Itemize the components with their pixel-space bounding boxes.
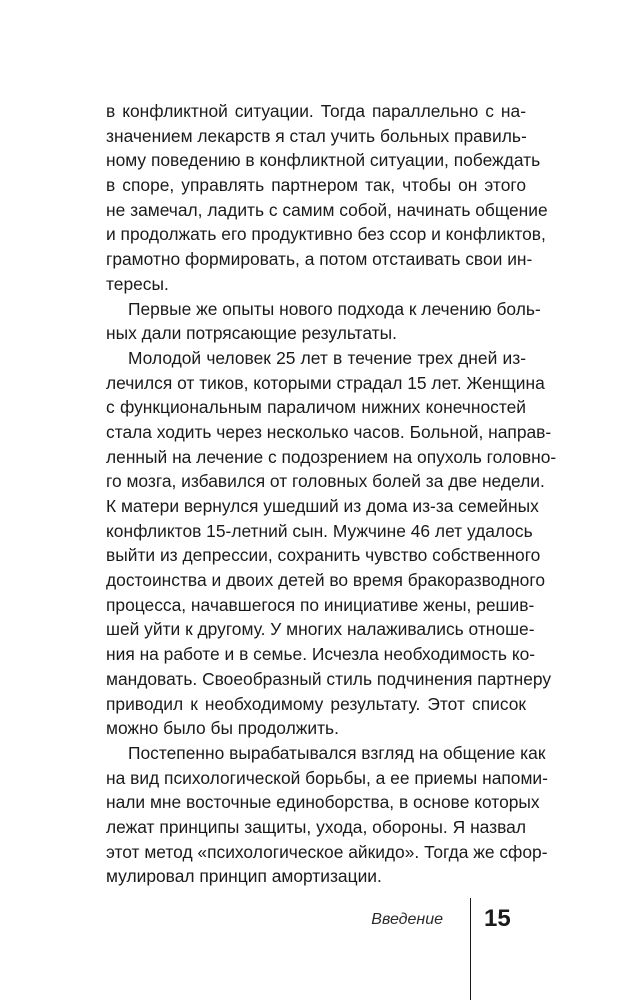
text-line: с функциональным параличом нижних конечностей <box>106 397 526 418</box>
text-line: ных дали потрясающие результаты. <box>106 323 397 344</box>
text-line: значением лекарств я стал учить больных правиль- <box>106 125 527 146</box>
text-line: лежат принципы защиты, ухода, обороны. Я назвал <box>106 816 526 837</box>
text-line: Первые же опыты нового подхода к лечению боль- <box>128 298 541 319</box>
text-line: в конфликтной ситуации. Тогда параллельно с на- <box>106 101 526 121</box>
text-line: приводил к необходимому результату. Этот список <box>106 693 526 714</box>
paragraph-3 <box>106 346 557 741</box>
paragraph-1 <box>106 99 548 297</box>
text-line: этот метод «психологическое айкидо». Тогда же сфор- <box>106 841 548 862</box>
text-line: ния на работе и в семье. Исчезла необходимость ко- <box>106 644 536 665</box>
text-line: лечился от тиков, которыми страдал 15 лет. Женщина <box>106 372 545 393</box>
text-line: на вид психологической борьбы, а ее приемы напоми- <box>106 767 548 788</box>
running-footer-section-title: Введение <box>371 911 443 928</box>
text-line: тересы. <box>106 273 169 294</box>
text-line: мандовать. Своеобразный стиль подчинения партнеру <box>106 668 552 689</box>
text-line: выйти из депрессии, сохранить чувство собственного <box>106 545 541 566</box>
text-line: конфликтов 15-летний сын. Мужчине 46 лет удалось <box>106 520 533 541</box>
text-line: не замечал, ладить с самим собой, начинать общение <box>106 199 548 220</box>
text-line: стала ходить через несколько часов. Больной, направ- <box>106 421 552 442</box>
footer-divider <box>470 898 471 1000</box>
text-line: достоинства и двоих детей во время бракоразводного <box>106 570 545 591</box>
text-line: К матери вернулся ушедший из дома из-за семейных <box>106 496 539 516</box>
text-line: можно было бы продолжить. <box>106 718 339 739</box>
text-line: нали мне восточные единоборства, в основе которых <box>106 792 540 813</box>
text-line: шей уйти к другому. У многих налаживались отноше- <box>106 619 535 640</box>
text-line: ному поведению в конфликтной ситуации, побеждать <box>106 150 541 171</box>
text-line: Постепенно вырабатывался взгляд на общение как <box>128 742 546 763</box>
text-line: мулировал принцип амортизации. <box>106 866 382 887</box>
body-text <box>106 99 557 889</box>
text-line: грамотно формировать, а потом отстаивать свои ин- <box>106 249 533 270</box>
text-line: процесса, начавшегося по инициативе жены, решив- <box>106 594 535 615</box>
paragraph-4 <box>106 741 548 889</box>
text-line: в споре, управлять партнером так, чтобы он этого <box>106 175 526 196</box>
text-line: ленный на лечение с подозрением на опухоль головно- <box>106 446 557 467</box>
text-line: Молодой человек 25 лет в течение трех дней из- <box>128 347 526 368</box>
text-line: го мозга, избавился от головных болей за две недели. <box>106 471 545 492</box>
paragraph-2 <box>106 297 541 346</box>
page-number: 15 <box>484 905 511 932</box>
text-line: и продолжать его продуктивно без ссор и конфликтов, <box>106 224 546 245</box>
